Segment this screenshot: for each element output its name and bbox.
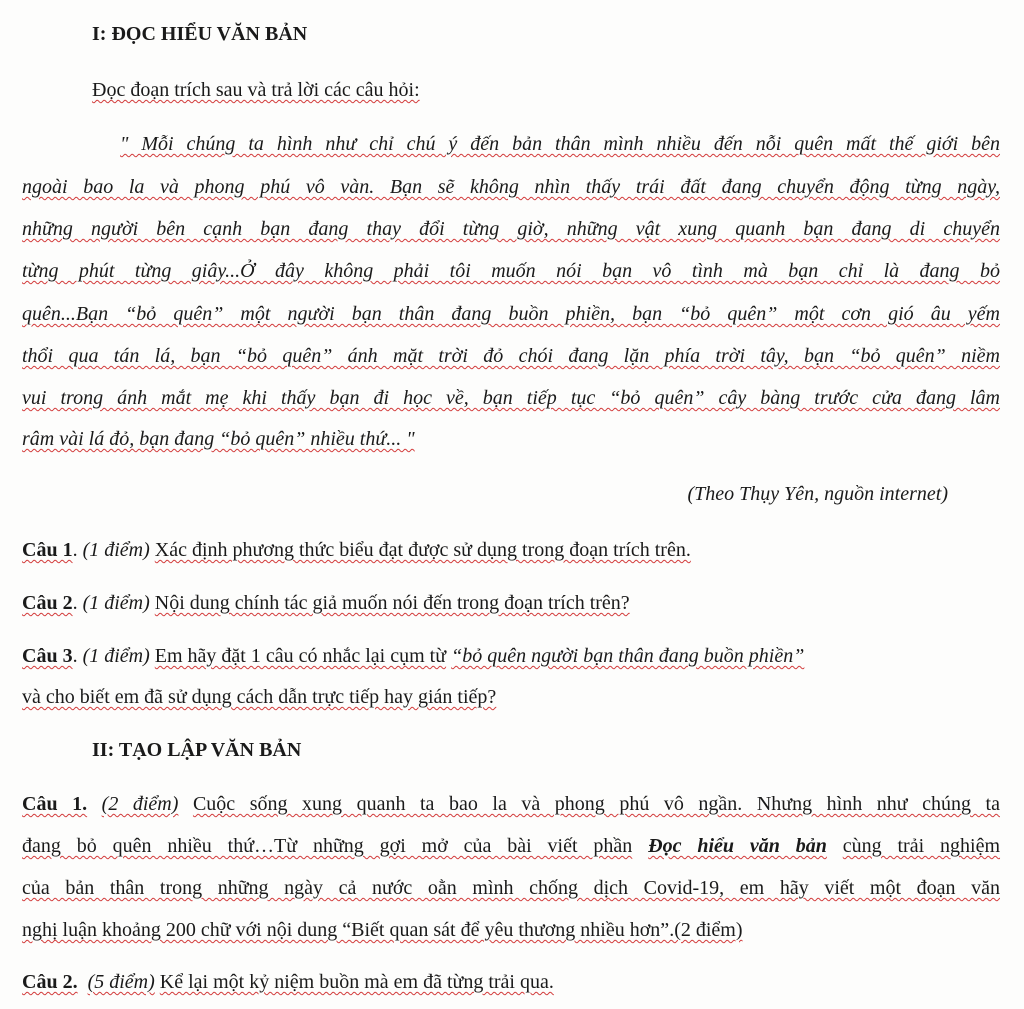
essay-question-1 — [22, 790, 1000, 818]
essay-question-1-line3: của bản thân trong những ngày cả nước oằn mình chống dịch Covid-19, em hãy viết một đoạn văn — [22, 877, 1000, 899]
passage-line: râm vài lá đỏ, bạn đang “bỏ quên” nhiều thứ... " — [22, 428, 415, 450]
essay-question-1-line2 — [22, 832, 1000, 860]
question-points: (5 điểm) — [87, 971, 155, 993]
question-quote: “bỏ quên người bạn thân đang buồn phiền” — [451, 645, 805, 667]
source-attribution: (Theo Thụy Yên, nguồn internet) — [687, 483, 948, 505]
emphasis-text: Đọc hiểu văn bản — [648, 835, 827, 857]
passage-line: " Mỗi chúng ta hình như chỉ chú ý đến bản thân mình nhiều đến nỗi quên mất thế giới bên — [120, 133, 1000, 155]
question-label: Câu 1. — [22, 793, 88, 815]
question-points: (1 điểm) — [82, 645, 150, 667]
passage-line: những người bên cạnh bạn đang thay đổi từng giờ, những vật xung quanh bạn đang di chuyển — [22, 218, 1000, 240]
passage-line: ngoài bao la và phong phú vô vàn. Bạn sẽ không nhìn thấy trái đất đang chuyển động từng ngày, — [22, 176, 1000, 198]
question-label: Câu 2 — [22, 592, 73, 614]
passage-line: thổi qua tán lá, bạn “bỏ quên” ánh mặt trời đỏ chói đang lặn phía trời tây, bạn “bỏ quên” niềm — [22, 345, 1000, 367]
question-points: (1 điểm) — [82, 592, 150, 614]
question-2: Câu 2. (1 điểm) Nội dung chính tác giả muốn nói đến trong đoạn trích trên? — [22, 592, 630, 614]
question-points: (2 điểm) — [101, 793, 179, 815]
question-text: cùng trải nghiệm — [842, 835, 1001, 857]
instruction-text: Đọc đoạn trích sau và trả lời các câu hỏi: — [92, 79, 420, 101]
question-text: Kể lại một kỷ niệm buồn mà em đã từng trải qua. — [159, 971, 554, 993]
question-label: Câu 3 — [22, 645, 73, 667]
question-text: Xác định phương thức biểu đạt được sử dụng trong đoạn trích trên. — [154, 539, 691, 561]
passage-line: quên...Bạn “bỏ quên” một người bạn thân đang buồn phiền, bạn “bỏ quên” một cơn gió âu yếm — [22, 303, 1000, 325]
question-text: đang bỏ quên nhiều thứ…Từ những gợi mở của bài viết phần — [22, 835, 633, 857]
question-text: Nội dung chính tác giả muốn nói đến trong đoạn trích trên? — [154, 592, 630, 614]
essay-question-2 — [22, 968, 554, 996]
question-label: Câu 2. — [22, 971, 78, 993]
question-label: Câu 1 — [22, 539, 73, 561]
passage-line: vui trong ánh mắt mẹ khi thấy bạn đi học về, bạn tiếp tục “bỏ quên” cây bàng trước cửa đang lâm — [22, 387, 1000, 409]
question-3-line2: và cho biết em đã sử dụng cách dẫn trực tiếp hay gián tiếp? — [22, 686, 497, 708]
question-points: (1 điểm) — [82, 539, 150, 561]
question-text: Cuộc sống xung quanh ta bao la và phong phú vô ngần. Nhưng hình như chúng ta — [192, 793, 1000, 815]
question-3: Câu 3. (1 điểm) Em hãy đặt 1 câu có nhắc lại cụm từ “bỏ quên người bạn thân đang buồn phiền” — [22, 645, 805, 667]
section1-heading: I: ĐỌC HIỂU VĂN BẢN — [92, 23, 308, 45]
question-text: Em hãy đặt 1 câu có nhắc lại cụm từ — [154, 645, 447, 667]
question-1: Câu 1. (1 điểm) Xác định phương thức biểu đạt được sử dụng trong đoạn trích trên. — [22, 539, 691, 561]
passage-line: từng phút từng giây...Ở đây không phải tôi muốn nói bạn vô tình mà bạn chỉ là đang bỏ — [22, 260, 1000, 282]
section2-heading: II: TẠO LẬP VĂN BẢN — [92, 739, 302, 761]
essay-question-1-line4: nghị luận khoảng 200 chữ với nội dung “Biết quan sát để yêu thương nhiều hơn”.(2 điểm) — [22, 919, 743, 941]
